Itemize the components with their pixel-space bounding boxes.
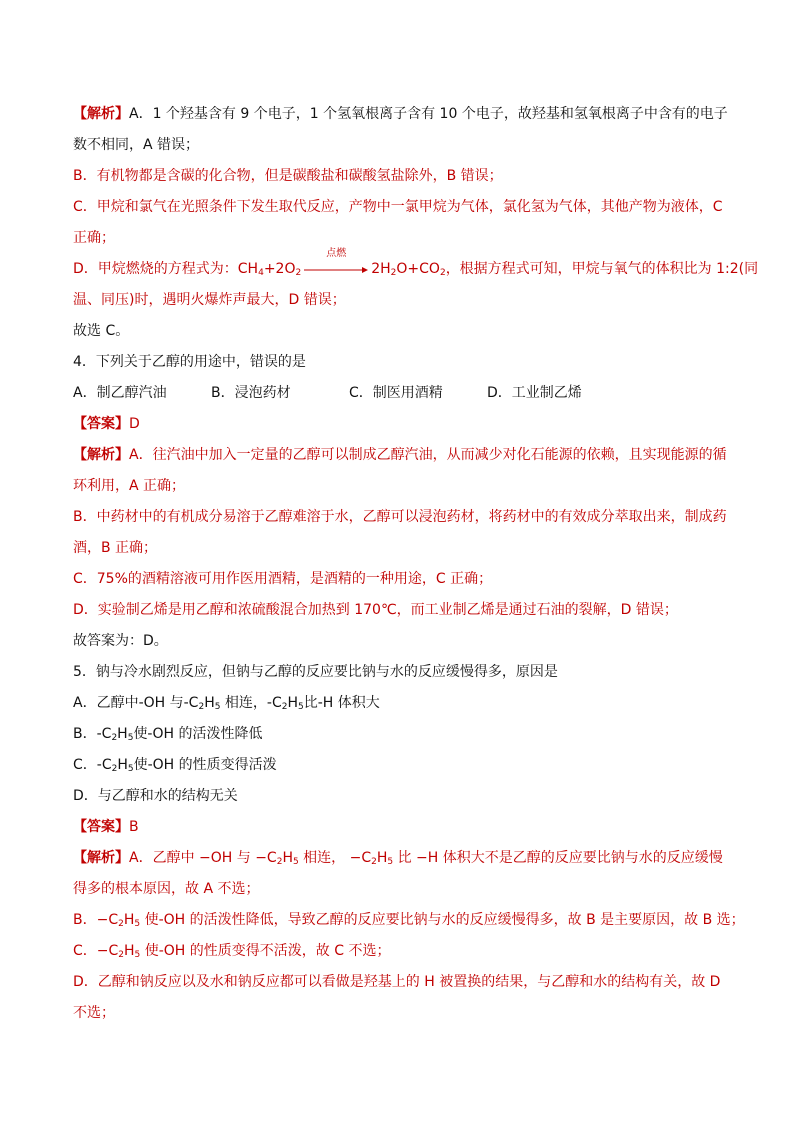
q3-analysis-line-2: 数不相同，A 错误； xyxy=(73,137,200,153)
q4-option-a: A．制乙醇汽油 xyxy=(73,385,167,401)
q3-analysis-line-6: D．甲烷燃烧的方程式为：$CH_4+2O_2$ 点燃 $2H_2O+CO_2$，根据方程式可知，甲烷与氧气的体积比为 1:2(同 xyxy=(73,248,759,278)
q4-analysis-line-2: 环利用，A 正确； xyxy=(73,478,186,494)
q3-analysis-line-7: 温、同压)时，遇明火爆炸声最大，D 错误； xyxy=(73,292,346,308)
q5-analysis-line-2: 得多的根本原因，故 A 不选； xyxy=(73,881,260,897)
q5-analysis-line-5: D．乙醇和钠反应以及水和钠反应都可以看做是羟基上的 H 被置换的结果，与乙醇和水的结构有关，故 D xyxy=(73,974,721,990)
q5-stem: 5．钠与冷水剧烈反应，但钠与乙醇的反应要比钠与水的反应缓慢得多，原因是 xyxy=(73,664,558,680)
q3-analysis-tag: 【解析】 xyxy=(73,106,129,122)
q3-analysis-line-4: C．甲烷和氯气在光照条件下发生取代反应，产物中一氯甲烷为气体，氯化氢为气体，其他产物为液体，C xyxy=(73,199,723,215)
q3-analysis-line-5: 正确； xyxy=(73,230,115,246)
q3-analysis-line-3: B．有机物都是含碳的化合物，但是碳酸盐和碳酸氢盐除外，B 错误； xyxy=(73,168,503,184)
q4-option-c: C．制医用酒精 xyxy=(349,385,443,401)
q5-analysis-line-1: 【解析】A．乙醇中 −OH 与 $-C_2H_5$ 相连， $-C_2H_5$ 比 −H 体积大不是乙醇的反应要比钠与水的反应缓慢 xyxy=(73,850,723,867)
q5-analysis-tag: 【解析】 xyxy=(73,850,129,866)
q4-stem: 4．下列关于乙醇的用途中，错误的是 xyxy=(73,354,306,370)
reaction-arrow xyxy=(304,248,368,276)
q5-answer-tag: 【答案】 xyxy=(73,819,129,835)
q5-analysis-line-3: B．$-C_2H_5$ 使-OH 的活泼性降低，导致乙醇的反应要比钠与水的反应缓慢得多，故 B 是主要原因，故 B 选； xyxy=(73,912,745,929)
q3-conclusion: 故选 C。 xyxy=(73,323,130,339)
q5-option-d: D．与乙醇和水的结构无关 xyxy=(73,788,238,804)
q4-answer: 【答案】D xyxy=(73,416,140,432)
q5-option-c: C．$-C_2H_5$使-OH 的性质变得活泼 xyxy=(73,757,277,774)
arrow-icon xyxy=(304,266,368,274)
q4-answer-tag: 【答案】 xyxy=(73,416,129,432)
q4-analysis-line-5: C．75%的酒精溶液可用作医用酒精，是酒精的一种用途，C 正确； xyxy=(73,571,493,587)
q5-analysis-line-4: C．$-C_2H_5$ 使-OH 的性质变得不活泼，故 C 不选； xyxy=(73,943,391,960)
q4-analysis-line-6: D．实验制乙烯是用乙醇和浓硫酸混合加热到 170℃，而工业制乙烯是通过石油的裂解，D 错误； xyxy=(73,602,678,618)
q4-options xyxy=(73,378,723,409)
q4-analysis-line-4: 酒，B 正确； xyxy=(73,540,158,556)
q4-option-d: D．工业制乙烯 xyxy=(487,385,582,401)
q5-analysis-line-6: 不选； xyxy=(73,1005,115,1021)
q5-option-a: A．乙醇中-OH 与$-C_2H_5$ 相连，$-C_2H_5$比-H 体积大 xyxy=(73,695,380,712)
document-content xyxy=(73,99,759,1029)
q4-conclusion: 故答案为：D。 xyxy=(73,633,168,649)
q3-analysis-line-1: 【解析】A．1 个羟基含有 9 个电子，1 个氢氧根离子含有 10 个电子，故羟基和氢氧根离子中含有的电子 xyxy=(73,106,728,122)
q4-analysis-line-3: B．中药材中的有机成分易溶于乙醇难溶于水，乙醇可以浸泡药材，将药材中的有效成分萃取出来，制成药 xyxy=(73,509,727,525)
q4-option-b: B．浸泡药材 xyxy=(211,385,291,401)
q5-option-b: B．$-C_2H_5$使-OH 的活泼性降低 xyxy=(73,726,263,743)
reaction-condition: 点燃 xyxy=(326,248,347,259)
q4-analysis-tag: 【解析】 xyxy=(73,447,129,463)
q5-answer: 【答案】B xyxy=(73,819,139,835)
q4-analysis-line-1: 【解析】A．往汽油中加入一定量的乙醇可以制成乙醇汽油，从而减少对化石能源的依赖，且实现能源的循 xyxy=(73,447,727,463)
